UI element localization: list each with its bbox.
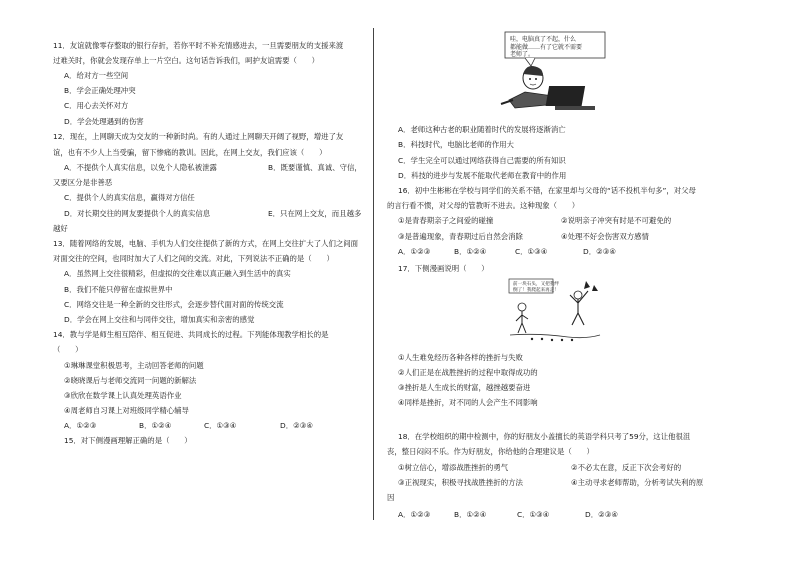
setback-cartoon-sign: [510, 280, 562, 295]
q14-choice-c: C．①③④: [204, 421, 237, 430]
q13-stem-cont: 对面交往的空间，也同时加大了人们之间的交流。对此，下列说法不正确的是（ ）: [53, 254, 334, 263]
q16-item-1: ①是青春期亲子之间爱的碰撞: [398, 216, 494, 225]
column-divider: [373, 28, 374, 520]
q13-stem: 13．随着网络的发展，电脑、手机为人们交往提供了新的方式，在网上交往扩大了人们之间面: [53, 239, 359, 248]
q16-choice-a: A．①②③: [398, 247, 431, 256]
q14-stem-cont: （ ）: [53, 345, 83, 354]
q16-stem-cont: 的言行看不惯，对父母的管教听不进去。这种现象（ ）: [387, 201, 580, 210]
bubble-line-1: 哇，电脑真了不起，什么: [510, 36, 577, 43]
q18-stem-cont: 丧，整日闷闷不乐。作为好朋友，你给他的合理建议是（ ）: [387, 447, 594, 456]
q18-item-2: ②不必太在意，反正下次会考好的: [571, 463, 682, 472]
q16-choice-d: D．②③④: [583, 247, 616, 256]
q17-stem: 17．下侧漫画说明（ ）: [398, 264, 489, 273]
q17-item-3: ③挫折是人生成长的财富，越挫越要奋进: [398, 383, 531, 392]
q15-option-c: C．学生完全可以通过网络获得自己需要的所有知识: [398, 156, 566, 165]
q16-item-2: ②说明亲子冲突有时是不可避免的: [561, 216, 672, 225]
q17-item-4: ④同样是挫折，对不同的人会产生不同影响: [398, 398, 538, 407]
q11-option-a: A．给对方一些空间: [64, 71, 129, 80]
q14-stem: 14．教与学是师生相互陪伴、相互促进、共同成长的过程。下列能体现教学相长的是: [53, 330, 329, 339]
q12-option-c: C．提供个人的真实信息，赢得对方信任: [64, 193, 195, 202]
q14-item-4: ④周老师自习课上对班级同学精心辅导: [64, 406, 189, 415]
q15-option-a: A．老师这种古老的职业随着时代的发展将逐渐消亡: [398, 125, 566, 134]
q13-option-d: D．学会在网上交往和与同伴交往，增加真实和亲密的感觉: [64, 315, 255, 324]
q12-option-a: A．不提供个人真实信息，以免个人隐私被泄露: [64, 163, 217, 172]
q14-choice-a: A．①②③: [64, 421, 97, 430]
q14-item-1: ①琳琳课堂积极思考，主动回答老师的问题: [64, 361, 204, 370]
q11-stem-cont: 过难关时，你就会发现存单上一片空白。这句话告诉我们，呵护友谊需要（ ）: [53, 56, 320, 65]
q18-item-3: ③正视现实，积极寻找战胜挫折的方法: [398, 478, 523, 487]
computer-cartoon-bubble: [507, 34, 585, 61]
q17-item-2: ②人们正是在战胜挫折的过程中取得成功的: [398, 368, 538, 377]
q16-choice-c: C．①③④: [515, 247, 548, 256]
q12-option-e-cont: 越好: [53, 224, 68, 233]
q11-option-c: C．用心去关怀对方: [64, 101, 129, 110]
bubble-line-2: 都能做……有了它就不需要: [510, 43, 583, 51]
q18-item-4-cont: 因: [387, 493, 395, 502]
q16-item-3: ③是普遍现象，青春期过后自然会消除: [398, 232, 523, 241]
q12-stem: 12．现在，上网聊天成为交友的一种新时尚。有的人通过上网聊天开阔了视野，增进了友: [53, 132, 344, 141]
q18-choice-c: C．①③④: [517, 510, 550, 519]
q14-choice-b: B．①②④: [139, 421, 172, 430]
q16-choice-b: B．①②④: [454, 247, 487, 256]
q18-item-1: ①树立信心，增添战胜挫折的勇气: [398, 463, 509, 472]
q17-item-1: ①人生难免经历各种各样的挫折与失败: [398, 353, 523, 362]
q18-item-4: ④主动寻求老师帮助，分析考试失利的原: [571, 478, 704, 487]
q14-choice-d: D．②③④: [280, 421, 313, 430]
q14-item-3: ③欣欣在数学课上认真处理英语作业: [64, 391, 182, 400]
q12-option-d: D．对长期交往的网友要提供个人的真实信息: [64, 209, 211, 218]
q11-option-d: D．学会处理遇到的伤害: [64, 117, 144, 126]
q12-option-b-cont: 又要区分是非善恶: [53, 178, 113, 187]
q13-option-b: B．我们不能只停留在虚拟世界中: [64, 285, 173, 294]
q12-option-e: E．只在网上交友，而且越多: [268, 209, 362, 218]
bubble-line-3: 老师了。: [510, 51, 535, 58]
q15-option-d: D．科技的进步与发展不能取代老师在教育中的作用: [398, 171, 567, 180]
q18-choice-d: D．②③④: [585, 510, 618, 519]
q13-option-c: C．网络交往是一种全新的交往形式，会逐步替代面对面的传统交流: [64, 300, 284, 309]
q14-item-2: ②晓晓课后与老师交流同一问题的新解法: [64, 376, 197, 385]
q11-stem: 11．友谊就像零存整取的银行存折，若你平时不补充情感进去，一旦需要朋友的支援来渡: [53, 41, 344, 50]
sign-line-1: 前一块石头，又把我绊: [513, 282, 559, 287]
q12-stem-cont: 谊，也有不少人上当受骗，留下惨痛的教训。因此，在网上交友，我们应该（ ）: [53, 148, 327, 157]
q18-stem: 18．在学校组织的期中检测中，你的好朋友小盖擅长的英语学科只考了59分，这让他很沮: [398, 432, 691, 441]
q15-option-b: B．科技时代，电脑比老师的作用大: [398, 140, 514, 149]
q15-stem: 15．对下侧漫画理解正确的是（ ）: [64, 436, 192, 445]
q16-item-4: ④处理不好会伤害双方感情: [561, 232, 649, 241]
q11-option-b: B．学会正确处理冲突: [64, 86, 136, 95]
q18-choice-b: B．①②④: [454, 510, 487, 519]
sign-line-2: 倒了！我爬起来再走！: [513, 287, 559, 293]
q18-choice-a: A．①②③: [398, 510, 431, 519]
q13-option-a: A．虽然网上交往很精彩，但虚拟的交往难以真正融入到生活中的真实: [64, 269, 291, 278]
q16-stem: 16．初中生彬彬在学校与同学们的关系不错，在家里却与父母的“话不投机半句多”，对父母: [398, 186, 696, 195]
q12-option-b: B．既要谨慎、真诚、守信，: [268, 163, 362, 172]
